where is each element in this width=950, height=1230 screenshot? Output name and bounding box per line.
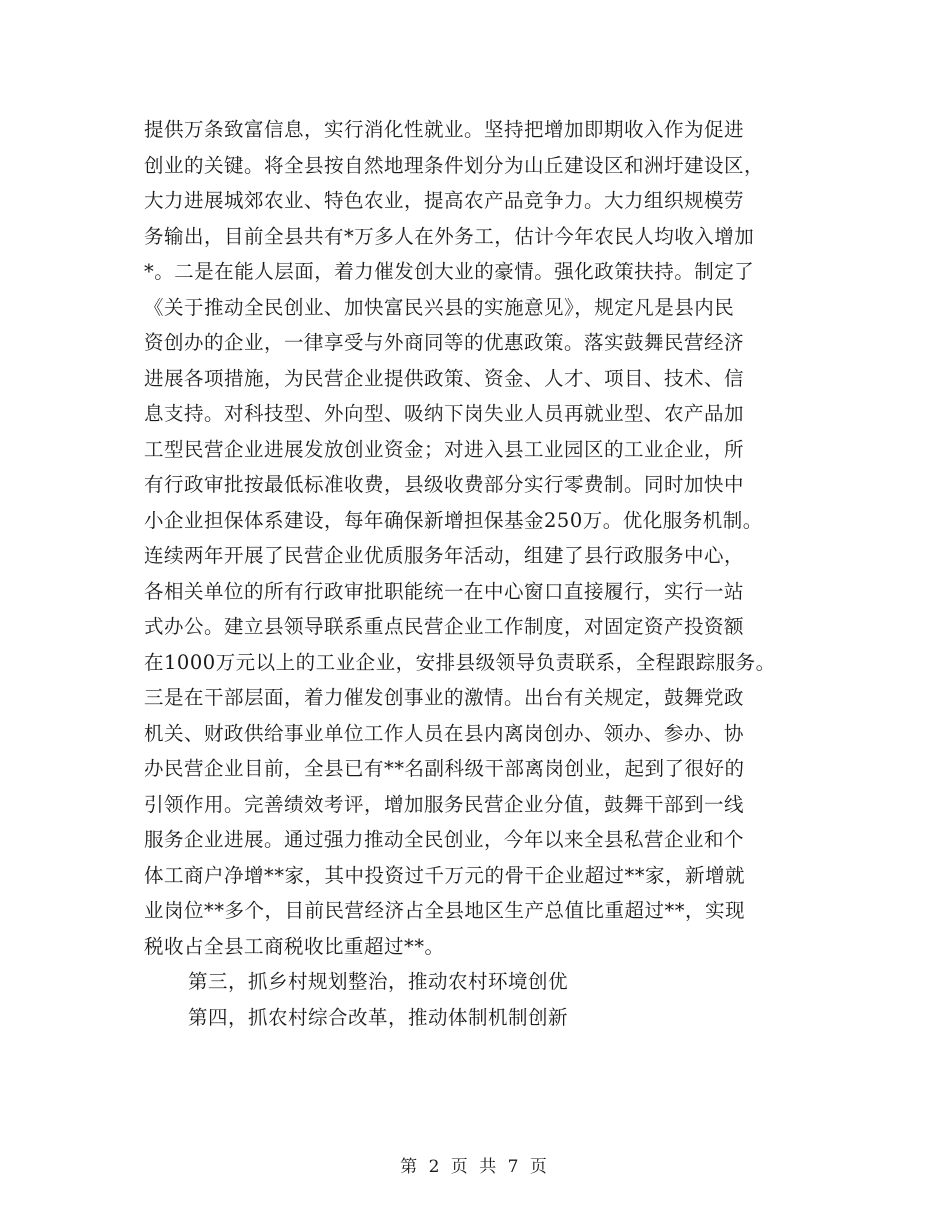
text-line: 在1000万元以上的工业企业，安排县级领导负责联系，全程跟踪服务。 (144, 650, 776, 674)
text-line: 税收占全县工商税收比重超过**。 (144, 934, 445, 958)
text-line: 息支持。对科技型、外向型、吸纳下岗失业人员再就业型、农产品加 (144, 402, 745, 425)
text-line: 引领作用。完善绩效考评，增加服务民营企业分值，鼓舞干部到一线 (144, 792, 745, 816)
text-line: 业岗位**多个，目前民营经济占全县地区生产总值比重超过**，实现 (144, 899, 746, 922)
text-line: 体工商户净增**家，其中投资过千万元的骨干企业超过**家，新增就 (144, 863, 746, 887)
text-line: 各相关单位的所有行政审批职能统一在中心窗口直接履行，实行一站 (144, 579, 745, 603)
page-number-footer: 第 2 页 共 7 页 (400, 1157, 550, 1177)
text-line: 大力进展城郊农业、特色农业，提高农产品竞争力。大力组织规模劳 (144, 189, 745, 212)
text-line: 三是在干部层面，着力催发创事业的激情。出台有关规定，鼓舞党政 (144, 686, 745, 709)
text-line: 进展各项措施，为民营企业提供政策、资金、人才、项目、技术、信 (144, 366, 745, 390)
body-text (144, 112, 824, 1035)
text-line: 资创办的企业，一律享受与外商同等的优惠政策。落实鼓舞民营经济 (144, 331, 745, 354)
text-line: 《关于推动全民创业、加快富民兴县的实施意见》，规定凡是县内民 (144, 295, 735, 319)
text-line: *。二是在能人层面，着力催发创大业的豪情。强化政策扶持。制定了 (144, 260, 755, 283)
text-line: 务输出，目前全县共有*万多人在外务工，估计今年农民人均收入增加 (144, 224, 755, 248)
section-heading: 第三，抓乡村规划整治，推动农村环境创优 (188, 970, 569, 993)
text-line: 创业的关键。将全县按自然地理条件划分为山丘建设区和洲圩建设区， (144, 153, 765, 177)
text-line: 机关、财政供给事业单位工作人员在县内离岗创办、领办、参办、协 (144, 721, 745, 745)
text-line: 连续两年开展了民营企业优质服务年活动，组建了县行政服务中心， (144, 544, 745, 567)
text-line: 有行政审批按最低标准收费，县级收费部分实行零费制。同时加快中 (144, 473, 745, 496)
text-line: 服务企业进展。通过强力推动全民创业，今年以来全县私营企业和个 (144, 828, 745, 851)
text-line: 办民营企业目前，全县已有**名副科级干部离岗创业，起到了很好的 (144, 757, 745, 780)
text-line: 式办公。建立县领导联系重点民营企业工作制度，对固定资产投资额 (144, 615, 745, 638)
section-heading: 第四，抓农村综合改革，推动体制机制创新 (188, 1005, 569, 1029)
text-line: 小企业担保体系建设，每年确保新增担保基金250万。优化服务机制。 (144, 508, 763, 532)
text-line: 提供万条致富信息，实行消化性就业。坚持把增加即期收入作为促进 (144, 118, 745, 141)
text-line: 工型民营企业进展发放创业资金；对进入县工业园区的工业企业，所 (144, 437, 745, 461)
